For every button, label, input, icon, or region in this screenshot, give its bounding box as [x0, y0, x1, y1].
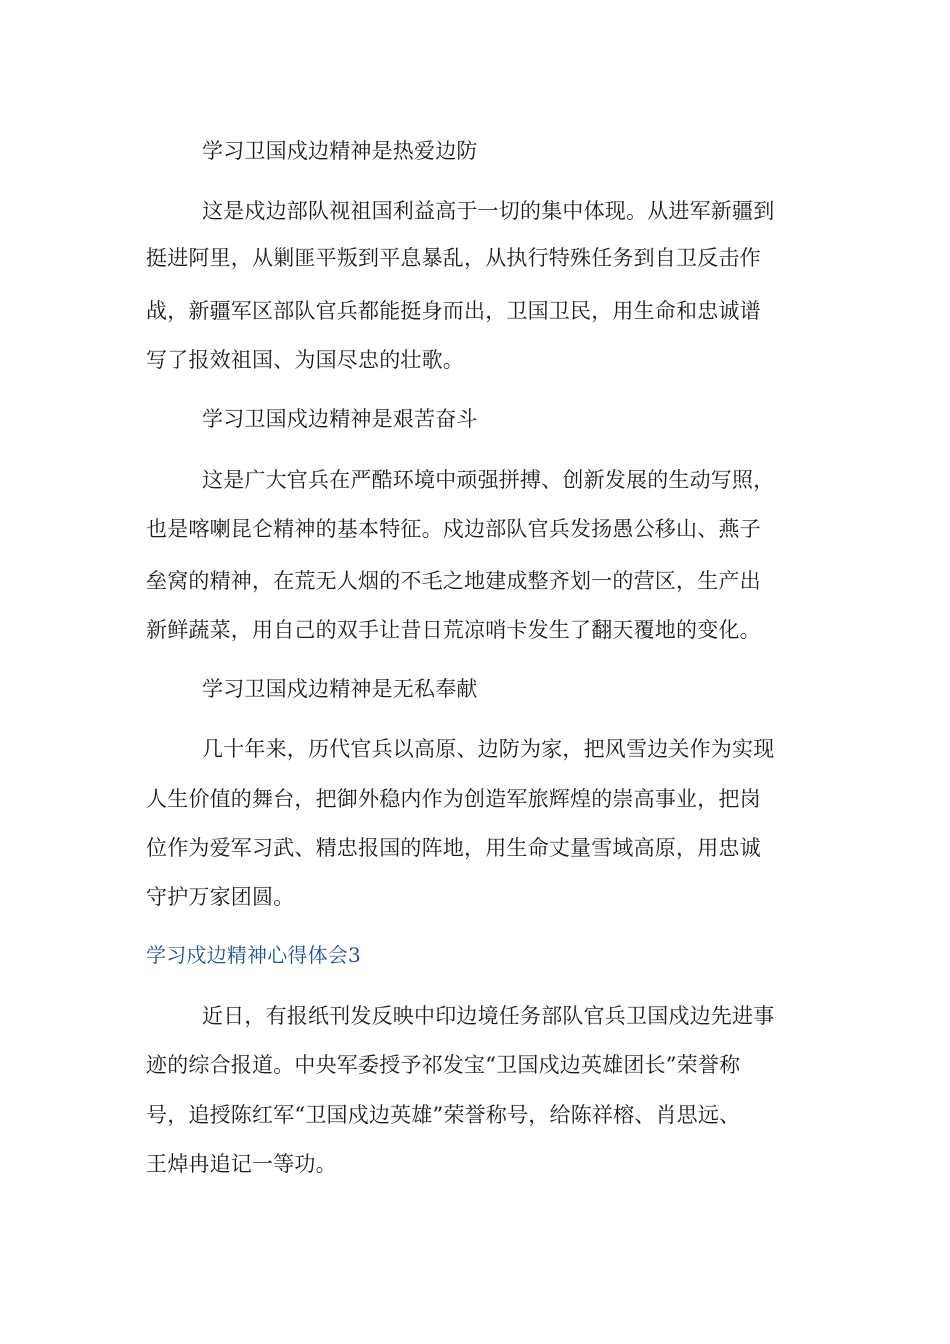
paragraph-line: 守护万家团圆。 — [146, 885, 295, 909]
section-subheading-selfless: 学习卫国戍边精神是无私奉献 — [202, 677, 478, 701]
section-subheading-love-border: 学习卫国戍边精神是热爱边防 — [202, 139, 478, 163]
paragraph-line: 这是戍边部队视祖国利益高于一切的集中体现。从进军新疆到 — [202, 199, 775, 223]
section-heading-3: 学习戍边精神心得体会3 — [146, 943, 361, 967]
section-subheading-hard-work: 学习卫国戍边精神是艰苦奋斗 — [202, 407, 478, 431]
paragraph-line: 写了报效祖国、为国尽忠的壮歌。 — [146, 348, 464, 372]
paragraph-line: 这是广大官兵在严酷环境中顽强拼搏、创新发展的生动写照， — [202, 468, 775, 492]
paragraph-line: 也是喀喇昆仑精神的基本特征。戍边部队官兵发扬愚公移山、燕子 — [146, 517, 761, 541]
paragraph-line: 几十年来，历代官兵以高原、边防为家，把风雪边关作为实现 — [202, 737, 775, 761]
paragraph-line: 近日，有报纸刊发反映中印边境任务部队官兵卫国戍边先进事 — [202, 1004, 775, 1028]
paragraph-line: 王焯冉追记一等功。 — [146, 1152, 337, 1176]
paragraph-line: 人生价值的舞台，把御外稳内作为创造军旅辉煌的崇高事业，把岗 — [146, 787, 761, 811]
paragraph-line: 新鲜蔬菜，用自己的双手让昔日荒凉哨卡发生了翻天覆地的变化。 — [146, 618, 761, 642]
paragraph-line: 战，新疆军区部队官兵都能挺身而出，卫国卫民，用生命和忠诚谱 — [146, 299, 761, 323]
paragraph-line: 号，追授陈红军“卫国戍边英雄”荣誉称号，给陈祥榕、肖思远、 — [146, 1103, 741, 1127]
paragraph-line: 挺进阿里，从剿匪平叛到平息暴乱，从执行特殊任务到自卫反击作 — [146, 246, 761, 270]
paragraph-line: 垒窝的精神，在荒无人烟的不毛之地建成整齐划一的营区，生产出 — [146, 569, 761, 593]
paragraph-line: 位作为爱军习武、精忠报国的阵地，用生命丈量雪域高原，用忠诚 — [146, 836, 761, 860]
paragraph-line: 迹的综合报道。中央军委授予祁发宝“卫国戍边英雄团长”荣誉称 — [146, 1053, 741, 1077]
